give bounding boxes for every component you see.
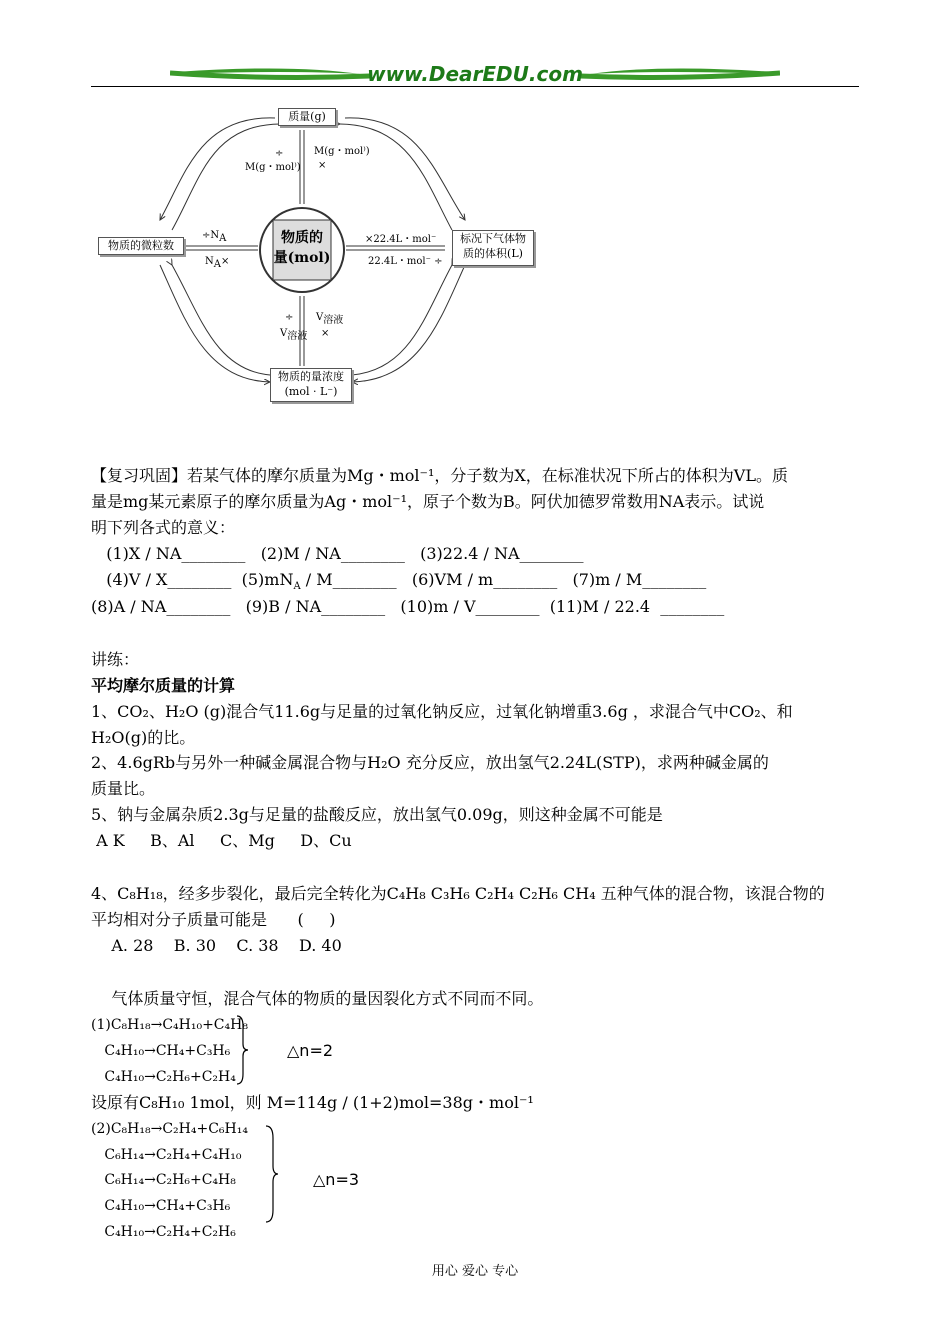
- particles-label: 物质的微粒数: [108, 239, 174, 252]
- bottom-left-div: ÷: [285, 312, 294, 323]
- solution-2-delta-n: △n=3: [313, 1170, 360, 1189]
- footer-text: 用心 爱心 专心: [431, 1264, 519, 1279]
- left-bot-label: $N_A\times$: [205, 256, 230, 270]
- header-rule: [91, 86, 859, 87]
- brace-1-icon: [235, 1014, 249, 1086]
- mass-label: 质量(g): [288, 110, 326, 123]
- review-line-1: 【复习巩固】若某气体的摩尔质量为Mg・mol⁻¹，分子数为X，在标准状况下所占的体积为VL。质: [91, 466, 788, 485]
- concentration-label-1: 物质的量浓度: [278, 370, 344, 383]
- solution-intro: 气体质量守恒，混合气体的物质的量因裂化方式不同而不同。: [91, 989, 544, 1008]
- bottom-right-mul: ×: [321, 328, 330, 339]
- practice-heading: 平均摩尔质量的计算: [91, 676, 236, 695]
- volume-label-2: 质的体积(L): [463, 247, 523, 260]
- question-1-b: H₂O(g)的比。: [91, 728, 196, 747]
- top-left-div: ÷: [275, 148, 284, 159]
- bottom-left-v: $V_{溶液}$: [280, 328, 308, 342]
- question-5-options: A K B、Al C、Mg D、Cu: [91, 831, 352, 850]
- practice-label: 讲练：: [91, 650, 140, 669]
- center-node: [273, 228, 331, 268]
- solution-1-delta-n: △n=2: [287, 1041, 334, 1060]
- solution-2-line-3: C₆H₁₄→C₂H₆+C₄H₈: [91, 1172, 236, 1188]
- center-label-2: 量(mol): [273, 250, 331, 266]
- header-logo: [170, 60, 780, 88]
- solution-2-line-4: C₄H₁₀→CH₄+C₃H₆: [91, 1198, 231, 1214]
- question-2-b: 质量比。: [91, 779, 156, 798]
- solution-1-line-2: C₄H₁₀→CH₄+C₃H₆: [91, 1043, 231, 1059]
- solution-1-line-1: (1)C₈H₁₈→C₄H₁₀+C₄H₈: [91, 1017, 248, 1033]
- bottom-right-v: $V_{溶液}$: [316, 312, 344, 326]
- solution-1-calc: 设原有C₈H₁₀ 1mol，则 M=114g / (1+2)mol=38g・mol⁻¹: [91, 1093, 534, 1112]
- right-top-label: ×22.4L・mol⁻: [365, 234, 437, 245]
- question-1-a: 1、CO₂、H₂O (g)混合气11.6g与足量的过氧化钠反应，过氧化钠增重3.6g ，求混合气中CO₂、和: [91, 702, 793, 721]
- center-label-1: 物质的: [281, 230, 323, 246]
- right-bot-label: 22.4L・mol⁻ ÷: [368, 256, 443, 267]
- question-4-options: A. 28 B. 30 C. 38 D. 40: [91, 936, 342, 955]
- mole-diagram: [90, 100, 550, 410]
- review-line-3: 明下列各式的意义：: [91, 518, 236, 537]
- top-left-m: M(g・mol⁾): [245, 162, 301, 173]
- mass-node: [278, 108, 336, 126]
- solution-2-line-2: C₆H₁₄→C₂H₄+C₄H₁₀: [91, 1147, 242, 1163]
- volume-label-1: 标况下气体物: [460, 232, 526, 245]
- review-row-3: (8)A / NA________ (9)B / NA________ (10)m / V________ (11)M / 22.4 ________: [91, 597, 725, 616]
- logo-text: www.DearEDU.com: [367, 62, 583, 86]
- question-5: 5、钠与金属杂质2.3g与足量的盐酸反应，放出氢气0.09g，则这种金属不可能是: [91, 805, 663, 824]
- concentration-node: [270, 368, 352, 402]
- review-line-2: 量是mg某元素原子的摩尔质量为Ag・mol⁻¹，原子个数为B。阿伏加德罗常数用NA表示。试说: [91, 492, 765, 511]
- left-top-label: $\div N_A$: [202, 230, 227, 244]
- brace-2-icon: [264, 1124, 280, 1224]
- top-right-mul: ×: [318, 160, 327, 171]
- particles-node: [98, 237, 184, 255]
- solution-2-line-5: C₄H₁₀→C₂H₄+C₂H₆: [91, 1224, 236, 1240]
- solution-2-line-1: (2)C₈H₁₈→C₂H₄+C₆H₁₄: [91, 1121, 248, 1137]
- top-right-m: M(g・mol⁾): [314, 146, 370, 157]
- volume-node: [452, 230, 534, 266]
- solution-1-line-3: C₄H₁₀→C₂H₆+C₂H₄: [91, 1069, 236, 1085]
- review-row-1: (1)X / NA________ (2)M / NA________ (3)22.4 / NA________: [91, 544, 584, 563]
- question-4-b: 平均相对分子质量可能是 ( ): [91, 910, 336, 929]
- concentration-label-2: (mol · L⁻): [284, 385, 338, 398]
- review-row-2: (4)V / X________ $(5)mN_A$ / M________ (6)VM / m________ (7)m / M________: [91, 570, 707, 593]
- question-2-a: 2、4.6gRb与另外一种碱金属混合物与H₂O 充分反应，放出氢气2.24L(STP)，求两种碱金属的: [91, 753, 769, 772]
- question-4-a: 4、C₈H₁₈，经多步裂化，最后完全转化为C₄H₈ C₃H₆ C₂H₄ C₂H₆ CH₄ 五种气体的混合物，该混合物的: [91, 884, 825, 903]
